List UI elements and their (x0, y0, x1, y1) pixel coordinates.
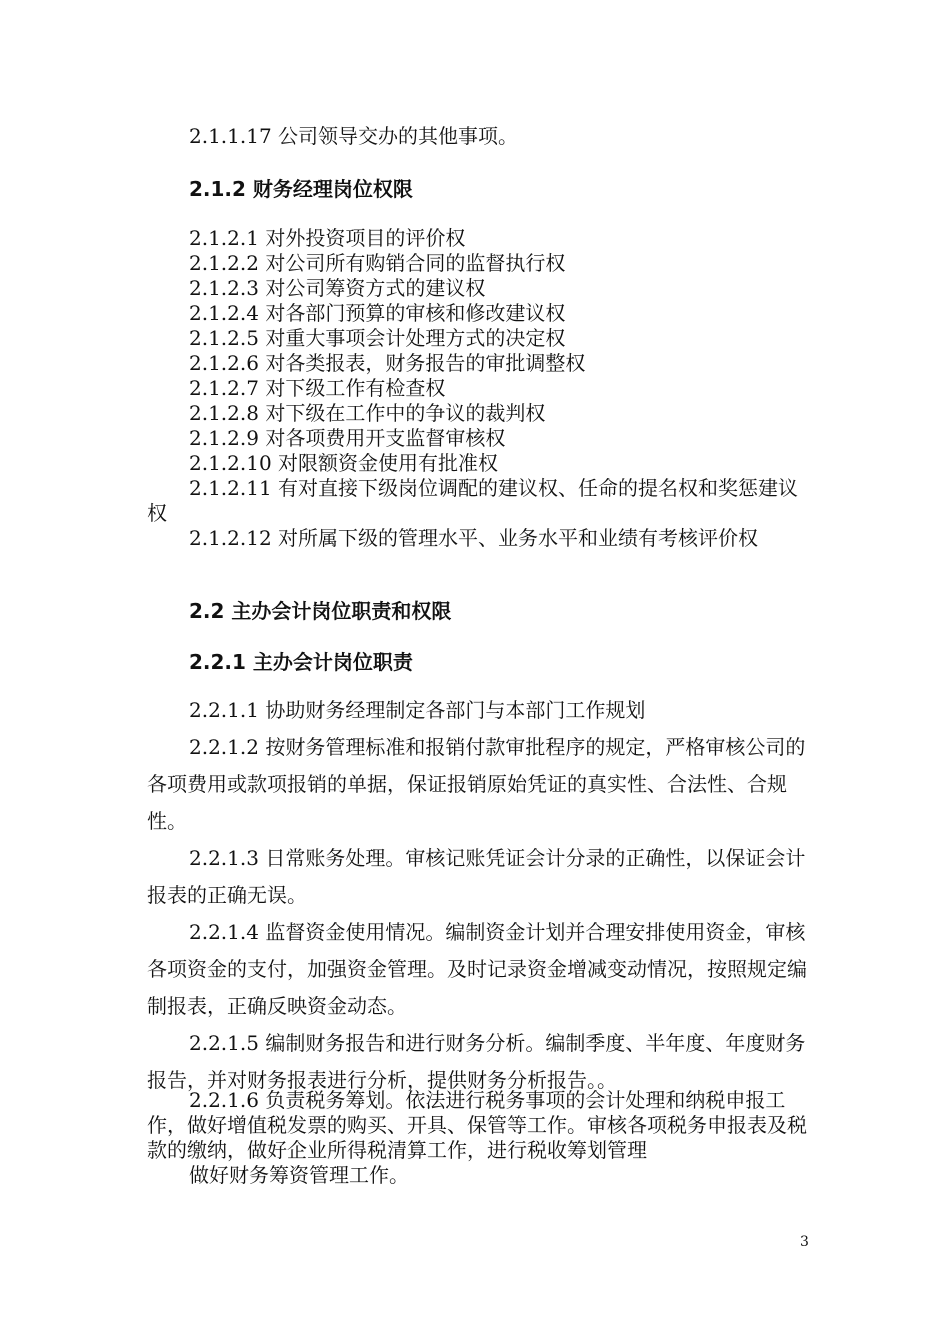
page-number: 3 (800, 1234, 809, 1250)
paragraph: 做好财务筹资管理工作。 (189, 1163, 409, 1187)
paragraph-2-1-1-17: 2.1.1.17 公司领导交办的其他事项。 (189, 124, 519, 148)
rights-list (147, 226, 817, 551)
heading-2-2-1: 2.2.1 主办会计岗位职责 (189, 650, 413, 674)
list-item: 2.1.2.4 对各部门预算的审核和修改建议权 (189, 301, 566, 325)
heading-2-1-2: 2.1.2 财务经理岗位权限 (189, 177, 413, 201)
list-item: 2.1.2.10 对限额资金使用有批准权 (189, 451, 499, 475)
list-item: 2.1.2.2 对公司所有购销合同的监督执行权 (189, 251, 566, 275)
list-item: 2.1.2.3 对公司筹资方式的建议权 (189, 276, 486, 300)
list-item: 2.1.2.1 对外投资项目的评价权 (189, 226, 466, 250)
list-item: 2.1.2.11 有对直接下级岗位调配的建议权、任命的提名权和奖惩建议权 (147, 476, 799, 525)
paragraph: 2.2.1.1 协助财务经理制定各部门与本部门工作规划 (189, 698, 646, 722)
duties-list (147, 692, 817, 1099)
paragraph: 2.2.1.5 编制财务报告和进行财务分析。编制季度、半年度、年度财务报告，并对财务报表进行分析，提供财务分析报告。。 (147, 1031, 806, 1092)
list-item: 2.1.2.5 对重大事项会计处理方式的决定权 (189, 326, 566, 350)
list-item: 2.1.2.6 对各类报表，财务报告的审批调整权 (189, 351, 586, 375)
list-item: 2.1.2.12 对所属下级的管理水平、业务水平和业绩有考核评价权 (189, 526, 759, 550)
paragraph: 2.2.1.3 日常账务处理。审核记账凭证会计分录的正确性，以保证会计报表的正确无误。 (147, 846, 806, 907)
paragraph: 2.2.1.6 负责税务筹划。依法进行税务事项的会计处理和纳税申报工作，做好增值税发票的购买、开具、保管等工作。审核各项税务申报表及税款的缴纳，做好企业所得税清算工作，进行税收筹划管理 (147, 1088, 807, 1162)
paragraph: 2.2.1.4 监督资金使用情况。编制资金计划并合理安排使用资金，审核各项资金的支付，加强资金管理。及时记录资金增减变动情况，按照规定编制报表，正确反映资金动态。 (147, 920, 807, 1018)
list-item: 2.1.2.8 对下级在工作中的争议的裁判权 (189, 401, 546, 425)
duty-2-2-1-6 (147, 1088, 817, 1188)
list-item: 2.1.2.7 对下级工作有检查权 (189, 376, 446, 400)
paragraph: 2.2.1.2 按财务管理标准和报销付款审批程序的规定，严格审核公司的各项费用或款项报销的单据，保证报销原始凭证的真实性、合法性、合规性。 (147, 735, 806, 833)
list-item: 2.1.2.9 对各项费用开支监督审核权 (189, 426, 506, 450)
heading-2-2: 2.2 主办会计岗位职责和权限 (189, 599, 452, 623)
